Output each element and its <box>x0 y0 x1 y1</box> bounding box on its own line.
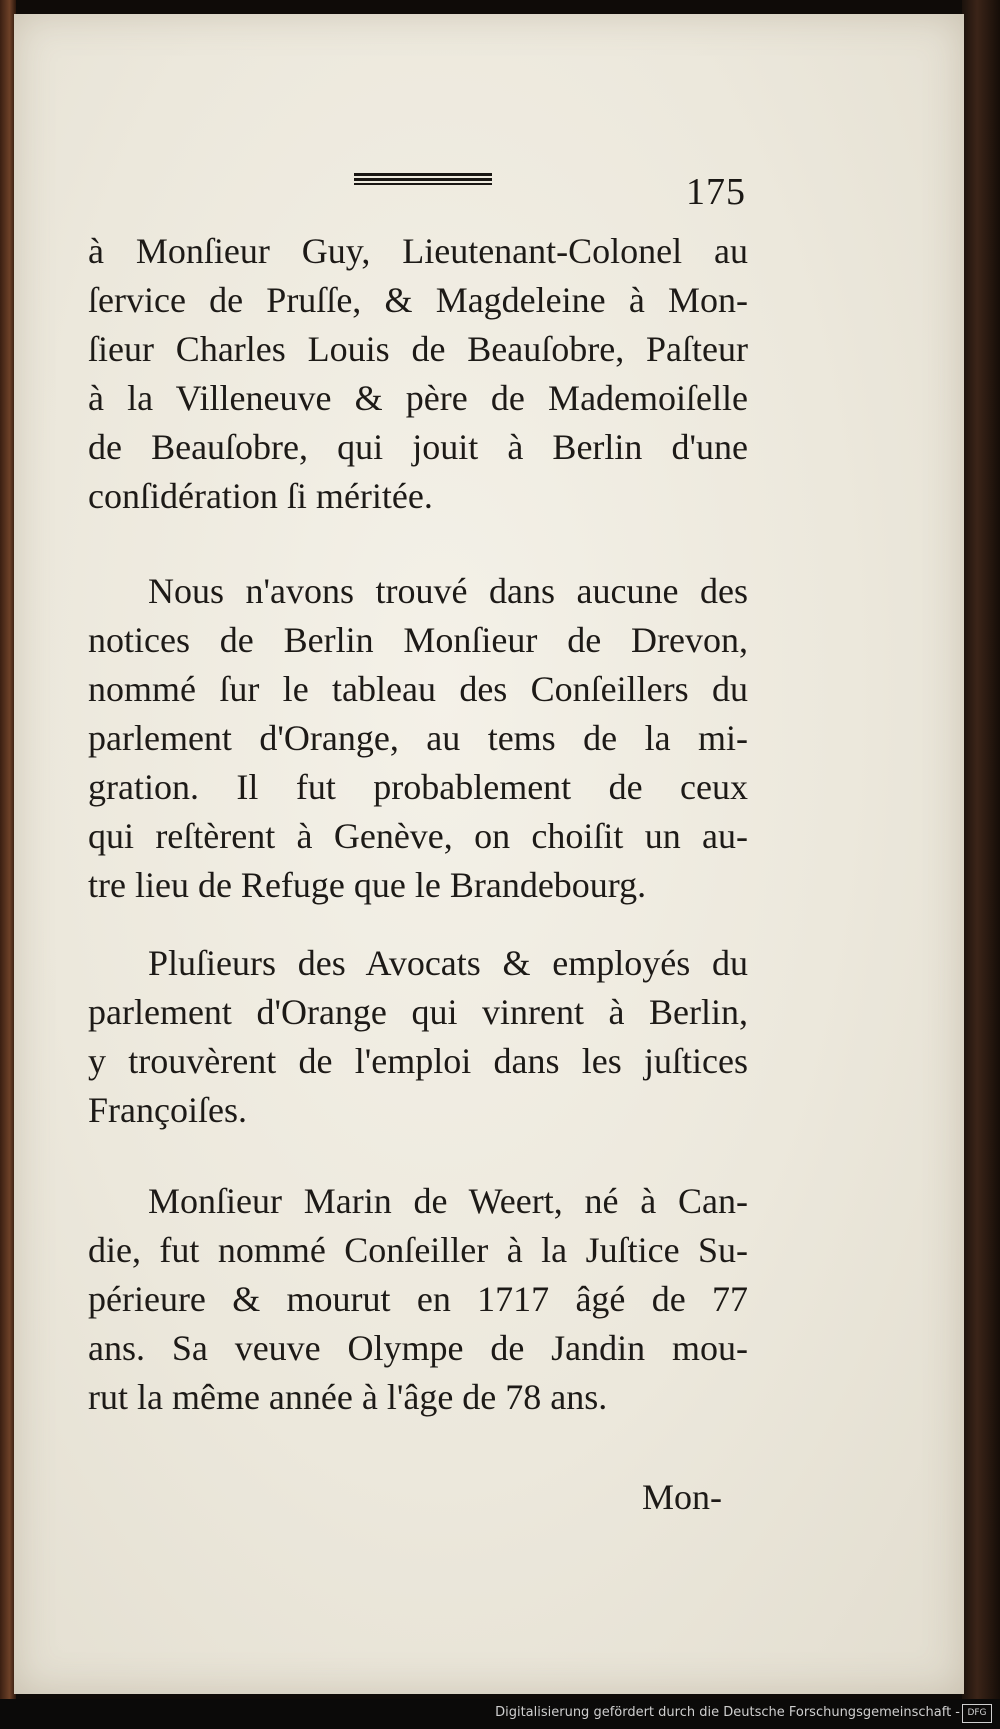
text-line: Nous n'avons trouvé dans aucune des <box>148 571 748 611</box>
text-line: Monſieur Marin de Weert, né à Can- <box>148 1181 748 1221</box>
text-line: de Beauſobre, qui jouit à Berlin d'une <box>88 427 748 467</box>
paragraph-2 <box>88 567 748 910</box>
text-line: ans. Sa veuve Olympe de Jandin mou- <box>88 1328 748 1368</box>
page-number: 175 <box>686 171 746 213</box>
text-line: ſieur Charles Louis de Beauſobre, Paſteur <box>88 329 748 369</box>
paragraph-1 <box>88 227 748 521</box>
text-line: tre lieu de Refuge que le Brandebourg. <box>88 865 647 905</box>
text-line: parlement d'Orange, au tems de la mi- <box>88 718 748 758</box>
paragraph-3 <box>88 939 748 1135</box>
book-edge-right <box>962 0 1000 1729</box>
text-line: die, fut nommé Conſeiller à la Juſtice Su- <box>88 1230 748 1270</box>
text-line: nommé ſur le tableau des Conſeillers du <box>88 669 748 709</box>
digitization-footer <box>0 1699 1000 1729</box>
text-line: rut la même année à l'âge de 78 ans. <box>88 1377 608 1417</box>
catchword: Mon- <box>642 1477 722 1517</box>
text-line: parlement d'Orange qui vinrent à Berlin, <box>88 992 748 1032</box>
text-line: à la Villeneuve & père de Mademoiſelle <box>88 378 748 418</box>
text-line: y trouvèrent de l'emploi dans les juſtices <box>88 1041 748 1081</box>
book-page <box>14 14 964 1694</box>
footer-credit: Digitalisierung gefördert durch die Deutsche Forschungsgemeinschaft - <box>495 1705 960 1720</box>
header-ornament-rule <box>354 173 492 185</box>
text-line: gration. Il fut probablement de ceux <box>88 767 748 807</box>
text-line: ſervice de Pruſſe, & Magdeleine à Mon- <box>88 280 748 320</box>
text-line: qui reſtèrent à Genève, on choiſit un au- <box>88 816 748 856</box>
text-line: conſidération ſi méritée. <box>88 476 433 516</box>
text-line: périeure & mourut en 1717 âgé de 77 <box>88 1279 748 1319</box>
text-line: Pluſieurs des Avocats & employés du <box>148 943 748 983</box>
text-line: à Monſieur Guy, Lieutenant-Colonel au <box>88 231 748 271</box>
dfg-logo: DFG <box>962 1704 992 1723</box>
text-line: Françoiſes. <box>88 1090 247 1130</box>
text-line: notices de Berlin Monſieur de Drevon, <box>88 620 748 660</box>
paragraph-4 <box>88 1177 748 1422</box>
